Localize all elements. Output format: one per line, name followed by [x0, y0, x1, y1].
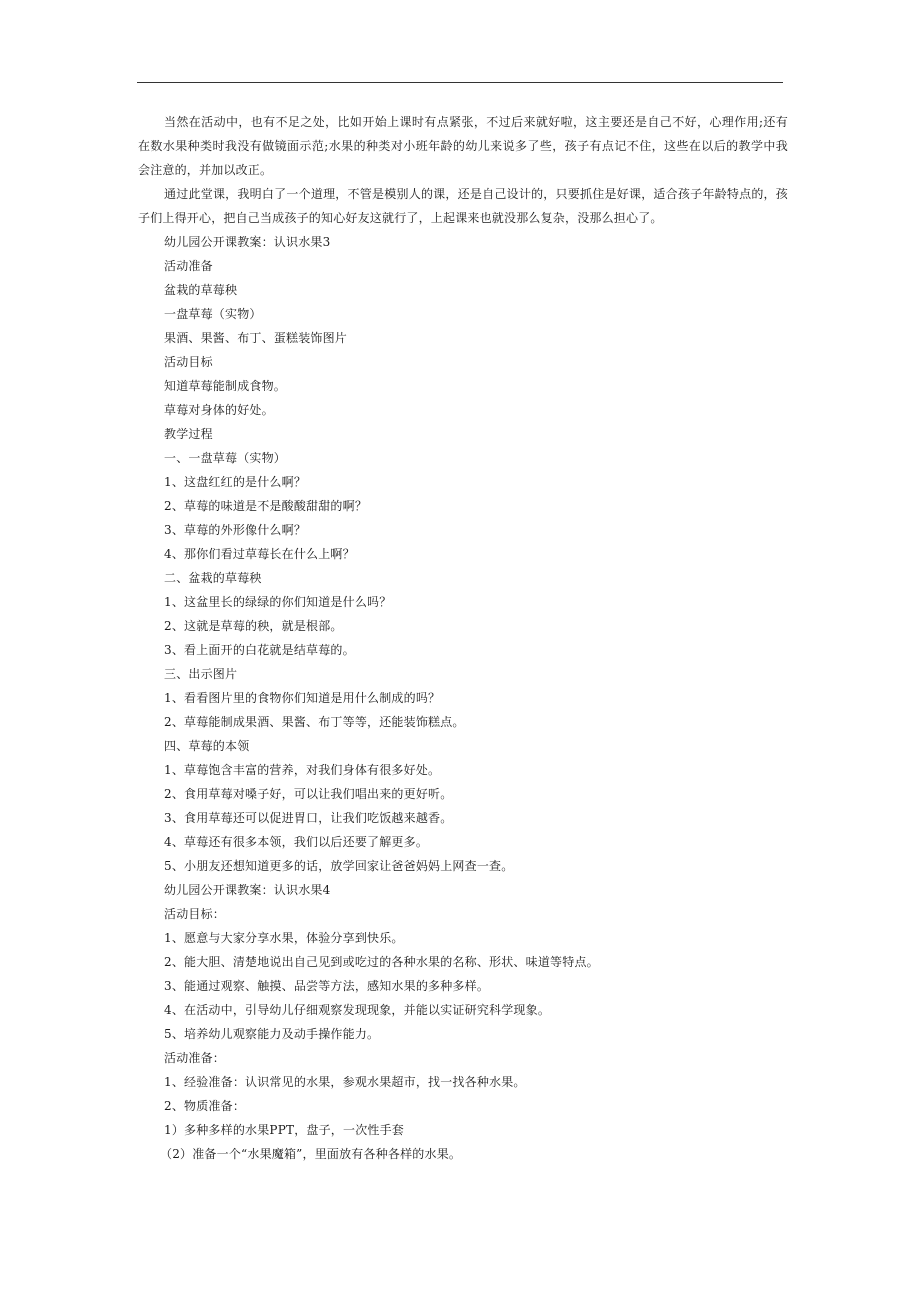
list-item: 1、经验准备：认识常见的水果，参观水果超市，找一找各种水果。 [164, 1075, 526, 1089]
list-item: 2、草莓的味道是不是酸酸甜甜的啊？ [164, 499, 368, 513]
list-item: 3、能通过观察、触摸、品尝等方法，感知水果的多种多样。 [164, 979, 490, 993]
body-paragraph: 当然在活动中，也有不足之处，比如开始上课时有点紧张，不过后来就好啦，这主要还是自己不好，心理作用;还有在数水果种类时我没有做镜面示范;水果的种类对小班年龄的幼儿来说多了些，孩子有点记不住，这些在以后的教学中我会注意的，并加以改正。 [138, 115, 788, 177]
list-item: 1、看看图片里的食物你们知道是用什么制成的吗？ [164, 691, 441, 705]
list-item: 3、草莓的外形像什么啊？ [164, 523, 307, 537]
text-line: 知道草莓能制成食物。 [164, 379, 287, 393]
list-item: 3、看上面开的白花就是结草莓的。 [164, 643, 355, 657]
subsection-heading: 四、草莓的本领 [164, 739, 250, 753]
list-item: 2、物质准备： [164, 1099, 246, 1113]
list-item: 5、培养幼儿观察能力及动手操作能力。 [164, 1027, 380, 1041]
body-paragraph: 通过此堂课，我明白了一个道理，不管是模别人的课，还是自己设计的，只要抓住是好课，适合孩子年龄特点的，孩子们上得开心，把自己当成孩子的知心好友这就行了，上起课来也就没那么复杂，没那么担心了。 [138, 187, 788, 225]
list-item: 1、这盘红红的是什么啊？ [164, 475, 307, 489]
section-heading: 活动目标： [164, 907, 226, 921]
text-line: 一盘草莓（实物） [164, 307, 262, 321]
subsection-heading: 三、出示图片 [164, 667, 238, 681]
list-item: 4、那你们看过草莓长在什么上啊？ [164, 547, 355, 561]
text-line: 果酒、果酱、布丁、蛋糕装饰图片 [164, 331, 348, 345]
list-item: 4、在活动中，引导幼儿仔细观察发现现象，并能以实证研究科学现象。 [164, 1003, 551, 1017]
list-item: 1、愿意与大家分享水果，体验分享到快乐。 [164, 931, 404, 945]
list-item: 2、这就是草莓的秧，就是根部。 [164, 619, 343, 633]
list-item: 1）多种多样的水果PPT，盘子，一次性手套 [164, 1123, 404, 1137]
list-item: 5、小朋友还想知道更多的话，放学回家让爸爸妈妈上网查一查。 [164, 859, 514, 873]
section-title: 幼儿园公开课教案：认识水果3 [164, 235, 331, 249]
section-heading: 活动准备 [164, 259, 213, 273]
section-heading: 教学过程 [164, 427, 213, 441]
section-title: 幼儿园公开课教案：认识水果4 [164, 883, 331, 897]
text-line: 草莓对身体的好处。 [164, 403, 274, 417]
subsection-heading: 二、盆栽的草莓秧 [164, 571, 262, 585]
section-heading: 活动准备： [164, 1051, 226, 1065]
section-heading: 活动目标 [164, 355, 213, 369]
text-line: 盆栽的草莓秧 [164, 283, 238, 297]
list-item: 1、草莓饱含丰富的营养，对我们身体有很多好处。 [164, 763, 441, 777]
subsection-heading: 一、一盘草莓（实物） [164, 451, 287, 465]
list-item: 2、能大胆、清楚地说出自己见到或吃过的各种水果的名称、形状、味道等特点。 [164, 955, 599, 969]
list-item: 4、草莓还有很多本领，我们以后还要了解更多。 [164, 835, 429, 849]
list-item: 1、这盆里长的绿绿的你们知道是什么吗？ [164, 595, 392, 609]
document-body [138, 110, 788, 1166]
list-item: 3、食用草莓还可以促进胃口，让我们吃饭越来越香。 [164, 811, 453, 825]
list-item: 2、草莓能制成果酒、果酱、布丁等等，还能装饰糕点。 [164, 715, 465, 729]
list-item: 2、食用草莓对嗓子好，可以让我们唱出来的更好听。 [164, 787, 453, 801]
list-item: （2）准备一个“水果魔箱”，里面放有各种各样的水果。 [160, 1147, 462, 1161]
header-rule [137, 82, 783, 83]
